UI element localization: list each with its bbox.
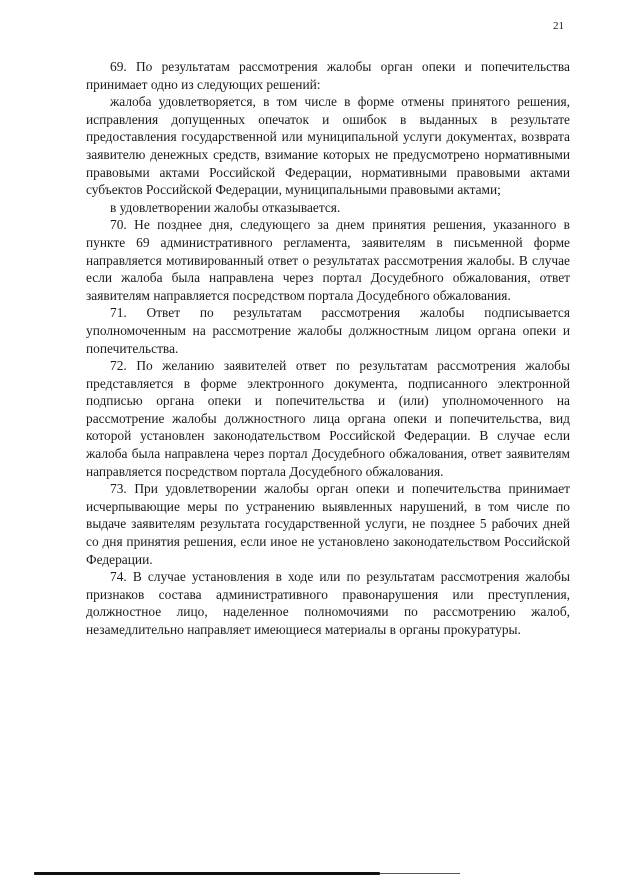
paragraph-69-option-satisfied: жалоба удовлетворяется, в том числе в форме отмены принятого решения, исправления допущенных опечаток и ошибок в выданных в результате предоставления государственной или муниципальной услуги документах, возврата заявителю денежных средств, взимание которых не предусмотрено нормативными правовыми актами Российской Федерации, нормативными правовыми актами субъектов Российской Федерации, муниципальными правовыми актами;: [86, 94, 570, 198]
paragraph-74: 74. В случае установления в ходе или по результатам рассмотрения жалобы признаков состава административного правонарушения или преступления, должностное лицо, наделенное полномочиями по рассмотрению жалоб, незамедлительно направляет имеющиеся материалы в органы прокуратуры.: [86, 569, 570, 637]
document-body: [86, 58, 570, 639]
paragraph-69-intro: 69. По результатам рассмотрения жалобы орган опеки и попечительства принимает одно из следующих решений:: [86, 59, 570, 92]
paragraph-73: 73. При удовлетворении жалобы орган опеки и попечительства принимает исчерпывающие меры по устранению выявленных нарушений, в том числе по выдаче заявителям результата государственной услуги, не позднее 5 рабочих дней со дня принятия решения, если иное не установлено законодательством Российской Федерации.: [86, 481, 570, 567]
bottom-scan-rule-tail: [380, 873, 460, 874]
page-number: 21: [553, 20, 564, 32]
paragraph-70: 70. Не позднее дня, следующего за днем принятия решения, указанного в пункте 69 административного регламента, заявителям в письменной форме направляется мотивированный ответ о результатах рассмотрения жалобы. В случае если жалоба была направлена через портал Досудебного обжалования, ответ заявителям направляется посредством портала Досудебного обжалования.: [86, 217, 570, 303]
paragraph-69-option-refused: в удовлетворении жалобы отказывается.: [110, 199, 341, 215]
bottom-scan-rule: [34, 872, 380, 875]
paragraph-71: 71. Ответ по результатам рассмотрения жалобы подписывается уполномоченным на рассмотрение жалобы должностным лицом органа опеки и попечительства.: [86, 305, 570, 356]
paragraph-72: 72. По желанию заявителей ответ по результатам рассмотрения жалобы представляется в форме электронного документа, подписанного электронной подписью органа опеки и попечительства и (или) уполномоченного на рассмотрение жалобы должностного лица органа опеки и попечительства, вид которой установлен законодательством Российской Федерации. В случае если жалоба была направлена через портал Досудебного обжалования, ответ заявителям направляется посредством портала Досудебного обжалования.: [86, 358, 570, 479]
